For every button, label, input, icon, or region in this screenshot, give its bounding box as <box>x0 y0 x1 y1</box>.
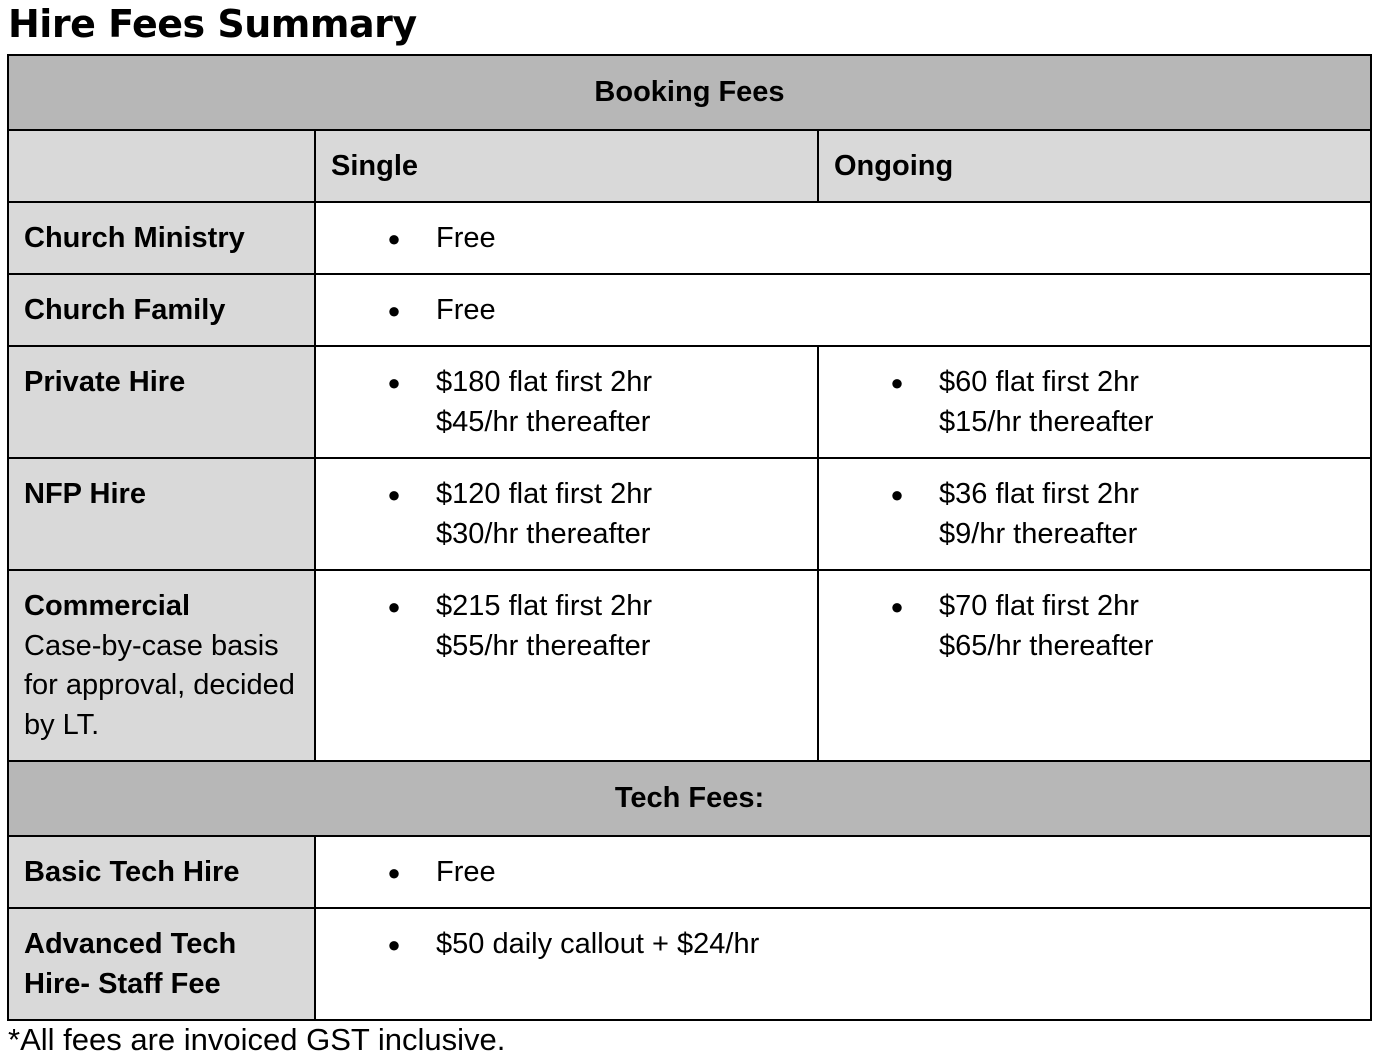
fee-text: Free <box>436 222 496 254</box>
list-item <box>316 925 1370 965</box>
fee-row-church-family <box>8 274 1371 346</box>
booking-fees-header-row <box>8 55 1371 130</box>
bullet-icon: ● <box>387 932 401 957</box>
row-label-text: NFP Hire <box>24 478 146 510</box>
row-label-text: Church Ministry <box>24 222 245 254</box>
row-label-basic-tech-hire <box>8 836 315 908</box>
tech-fees-header-row <box>8 761 1371 836</box>
fee-text: $180 flat first 2hr <box>436 366 652 398</box>
fee-text: $30/hr thereafter <box>436 517 651 550</box>
value-commercial-ongoing <box>818 570 1371 761</box>
fee-text: Free <box>436 294 496 326</box>
bullet-icon: ● <box>890 594 904 619</box>
fee-text: $15/hr thereafter <box>939 405 1154 438</box>
row-label-note: Case-by-case basis for approval, decided by LT. <box>24 629 295 741</box>
value-private-hire-ongoing <box>818 346 1371 458</box>
fee-row-commercial <box>8 570 1371 761</box>
fee-text: $9/hr thereafter <box>939 517 1138 550</box>
bullet-icon: ● <box>387 298 401 323</box>
column-header-row <box>8 130 1371 202</box>
page-title: Hire Fees Summary <box>8 2 417 46</box>
fee-row-church-ministry <box>8 202 1371 274</box>
value-church-family <box>315 274 1371 346</box>
value-nfp-hire-single <box>315 458 818 570</box>
row-label-private-hire <box>8 346 315 458</box>
tech-fees-heading: Tech Fees: <box>8 761 1371 836</box>
row-label-text: Private Hire <box>24 366 186 398</box>
fee-text: $36 flat first 2hr <box>939 478 1139 510</box>
row-label-text: Church Family <box>24 294 226 326</box>
row-label-church-ministry <box>8 202 315 274</box>
value-basic-tech-hire <box>315 836 1371 908</box>
row-label-text: Advanced Tech Hire- Staff Fee <box>24 928 237 1000</box>
value-church-ministry <box>315 202 1371 274</box>
row-label-advanced-tech-hire <box>8 908 315 1020</box>
blank-header-cell <box>8 130 315 202</box>
bullet-icon: ● <box>387 860 401 885</box>
row-label-text: Commercial <box>24 590 191 622</box>
hire-fees-table <box>7 54 1372 1021</box>
fee-text: $55/hr thereafter <box>436 629 651 662</box>
fee-text: $50 daily callout + $24/hr <box>436 928 760 960</box>
list-item <box>819 587 1370 666</box>
fee-row-advanced-tech-hire <box>8 908 1371 1020</box>
fee-text: Free <box>436 856 496 888</box>
list-item <box>316 475 817 554</box>
list-item <box>819 475 1370 554</box>
list-item <box>819 363 1370 442</box>
list-item <box>316 853 1370 893</box>
value-nfp-hire-ongoing <box>818 458 1371 570</box>
value-advanced-tech-hire <box>315 908 1371 1020</box>
bullet-icon: ● <box>387 594 401 619</box>
row-label-church-family <box>8 274 315 346</box>
list-item <box>316 291 1370 331</box>
fee-text: $65/hr thereafter <box>939 629 1154 662</box>
list-item <box>316 363 817 442</box>
fee-text: $120 flat first 2hr <box>436 478 652 510</box>
fee-text: $215 flat first 2hr <box>436 590 652 622</box>
list-item <box>316 219 1370 259</box>
bullet-icon: ● <box>387 482 401 507</box>
fee-text: $45/hr thereafter <box>436 405 651 438</box>
fee-row-private-hire <box>8 346 1371 458</box>
bullet-icon: ● <box>387 370 401 395</box>
value-private-hire-single <box>315 346 818 458</box>
fee-text: $60 flat first 2hr <box>939 366 1139 398</box>
row-label-nfp-hire <box>8 458 315 570</box>
fee-row-basic-tech-hire <box>8 836 1371 908</box>
single-column-header: Single <box>315 130 818 202</box>
bullet-icon: ● <box>387 226 401 251</box>
fee-row-nfp-hire <box>8 458 1371 570</box>
bullet-icon: ● <box>890 482 904 507</box>
booking-fees-heading: Booking Fees <box>8 55 1371 130</box>
row-label-text: Basic Tech Hire <box>24 856 240 888</box>
value-commercial-single <box>315 570 818 761</box>
ongoing-column-header: Ongoing <box>818 130 1371 202</box>
fee-text: $70 flat first 2hr <box>939 590 1139 622</box>
list-item <box>316 587 817 666</box>
gst-footnote: *All fees are invoiced GST inclusive. <box>8 1022 506 1057</box>
row-label-commercial <box>8 570 315 761</box>
bullet-icon: ● <box>890 370 904 395</box>
